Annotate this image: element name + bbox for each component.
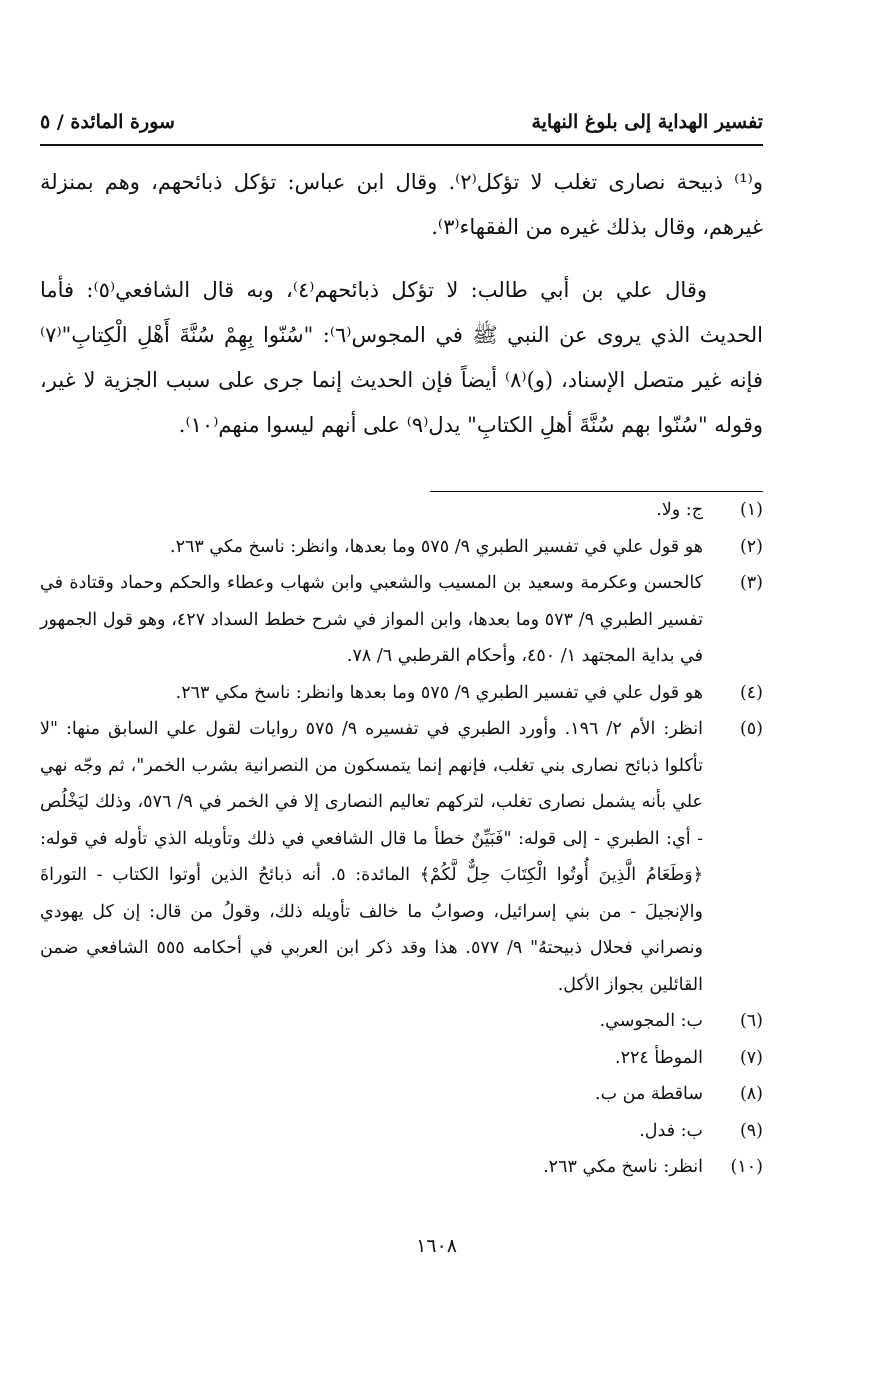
footnote-number: (٦) (739, 1011, 763, 1031)
footnote (40, 529, 763, 566)
footnote (40, 1040, 763, 1077)
footnote-number: (٥) (739, 719, 763, 739)
footnote-text: كالحسن وعكرمة وسعيد بن المسيب والشعبي وابن شهاب وعطاء والحكم وحماد وقتادة في تفسير الطبري ٩/ ٥٧٣ وما بعدها، وابن المواز في شرح خطط السداد ٤٢٧، وهو قول الجمهور في بداية المجتهد ١/ ٤٥٠، وأحكام القرطبي ٦/ ٧٨. (40, 573, 703, 666)
footnote (40, 1149, 763, 1186)
footnote-text: ب: فدل. (639, 1120, 703, 1141)
footnote (40, 1076, 763, 1113)
footnote-number: (٤) (739, 682, 763, 703)
footnote-text: هو قول علي في تفسير الطبري ٩/ ٥٧٥ وما بعدها وانظر: ناسخ مكي ٢٦٣. (175, 682, 703, 703)
footnote-text: انظر: ناسخ مكي ٢٦٣. (543, 1157, 703, 1177)
footnote (40, 565, 763, 675)
footnote-number: (٢) (739, 536, 763, 557)
footnote-number: (٧) (739, 1047, 763, 1068)
footnote-text: الموطأ ٢٢٤. (615, 1047, 703, 1068)
footnote (40, 1113, 763, 1150)
footnote-text: ب: المجوسي. (599, 1011, 703, 1031)
footnote (40, 675, 763, 712)
page-number: ١٦٠٨ (416, 1235, 457, 1257)
paragraph: وقال علي بن أبي طالب: لا تؤكل ذبائحهم⁽٤⁾، وبه قال الشافعي⁽٥⁾: فأما الحديث الذي يروى عن النبي ﷺ في المجوس⁽٦⁾: "سُنّوا بِهِمْ سُنَّةَ أَهْلِ الْكِتابِ"⁽٧⁾ فإنه غير متصل الإسناد، (و)⁽٨⁾ أيضاً فإن الحديث إنما جرى على سبب الجزية لا غير، وقوله "سُنّوا بهم سُنَّةَ أهلِ الكتابِ" يدل⁽٩⁾ على أنهم ليسوا منهم⁽١٠⁾. (40, 278, 763, 437)
surah-label: سورة المائدة / ٥ (40, 111, 175, 133)
footnote (40, 492, 763, 529)
footnote-text: هو قول علي في تفسير الطبري ٩/ ٥٧٥ وما بعدها، وانظر: ناسخ مكي ٢٦٣. (170, 536, 703, 557)
footnote-number: (١٠) (730, 1157, 763, 1177)
footnote-number: (٨) (739, 1084, 763, 1104)
footnote-number: (١) (739, 500, 763, 520)
header-rule (40, 144, 763, 146)
footnote-number: (٩) (739, 1120, 763, 1141)
paragraph: و⁽¹⁾ ذبيحة نصارى تغلب لا تؤكل⁽٢⁾. وقال ابن عباس: تؤكل ذبائحهم، وهم بمنزلة غيرهم، وقال بذلك غيره من الفقهاء⁽٣⁾. (40, 170, 763, 239)
footnote (40, 1003, 763, 1040)
footnotes (40, 492, 763, 1186)
footnote-text: ساقطة من ب. (595, 1084, 703, 1104)
main-text (40, 160, 763, 448)
book-title: تفسير الهداية إلى بلوغ النهاية (531, 111, 763, 133)
footnote-number: (٣) (739, 573, 763, 593)
footnote (40, 711, 763, 1003)
running-header (40, 102, 763, 142)
footnote-text: انظر: الأم ٢/ ١٩٦. وأورد الطبري في تفسيره ٩/ ٥٧٥ روايات لقول علي السابق منها: "لا تأكلوا ذبائح نصارى بني تغلب، فإنهم إنما يتمسكون من النصرانية بشرب الخمر"، ثم وجّه نهي علي بأنه يشمل نصارى تغلب، لتركهم تعاليم النصارى إلا في الخمر في ٩/ ٥٧٦، وذلك ليَخْلُص - أي: الطبري - إلى قوله: "فَبَيِّنٌ خطأ ما قال الشافعي في ذلك وتأويله الذي تأوله في قوله: ﴿وَطَعَامُ الَّذِينَ أُوتُوا الْكِتَابَ حِلٌّ لَّكُمْ﴾ المائدة: ٥. أنه ذبائحُ الذين أوتوا الكتاب - التوراةَ والإنجيلَ - من بني إسرائيل، وصوابُ ما خالف تأويله ذلك، وقولُ من قال: إن كل يهودي ونصراني فحلال ذبيحتهُ" ٩/ ٥٧٧. هذا وقد ذكر ابن العربي في أحكامه ٥٥٥ الشافعي ضمن القائلين بجواز الأكل. (40, 719, 703, 995)
footnote-text: ج: ولا. (656, 500, 703, 520)
